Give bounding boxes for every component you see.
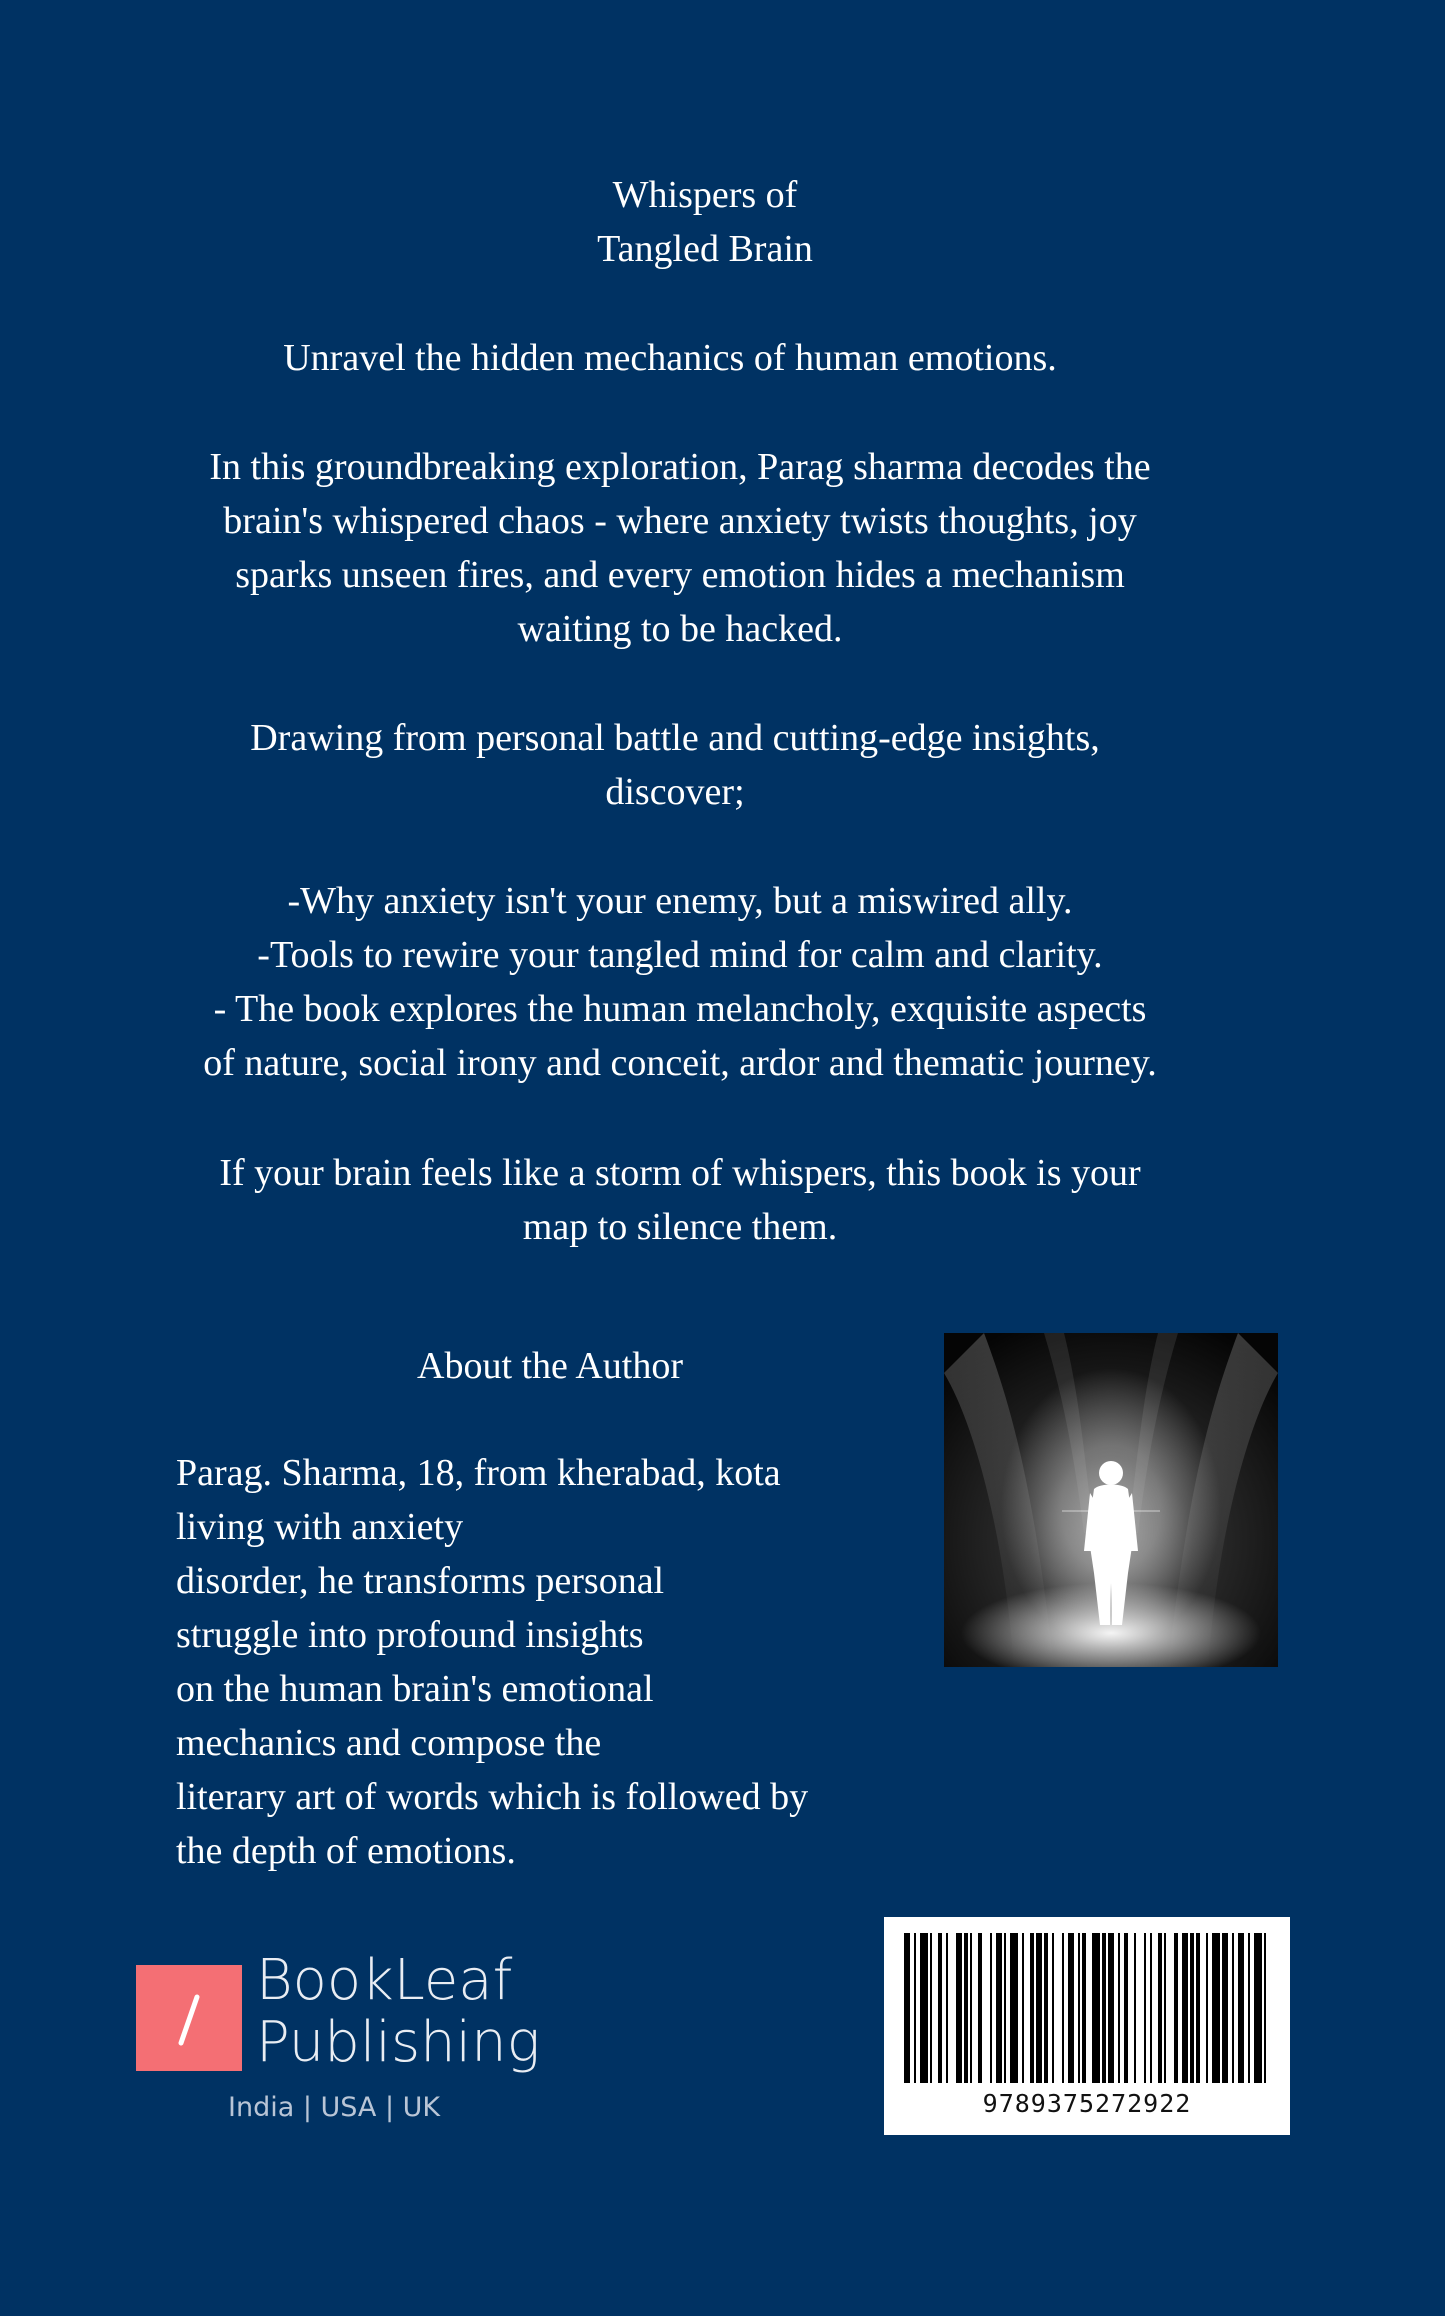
barcode-bar [1182,1933,1188,2083]
publisher-name-line: BookLeaf [256,1948,513,2013]
barcode-bar [1254,1933,1262,2083]
barcode-bar [1068,1933,1074,2083]
barcode-bar [914,1933,916,2083]
bullet-item: of nature, social irony and conceit, ardor and thematic journey. [203,1042,1157,1084]
barcode-bar [946,1933,948,2083]
about-author-heading: About the Author [417,1345,683,1387]
publisher-logo-mark [136,1965,242,2071]
publisher-name [256,1950,540,2074]
barcode-bar [1124,1933,1128,2083]
intro-paragraph [100,440,1260,656]
slash-icon [136,1965,242,2071]
barcode-bar [1102,1933,1106,2083]
text-line: mechanics and compose the [176,1722,602,1764]
barcode-bar [1010,1933,1018,2083]
barcode-bar [978,1933,982,2083]
barcode-bar [1078,1933,1080,2083]
text-line: living with anxiety [176,1506,464,1548]
barcode-bar [1022,1933,1024,2083]
text-line: discover; [605,771,745,813]
barcode-bar [1052,1933,1054,2083]
text-line: disorder, he transforms personal [176,1560,665,1602]
barcode-bar [1092,1933,1100,2083]
barcode-bar [1118,1933,1120,2083]
barcode-bar [956,1933,962,2083]
text-line: the depth of emotions. [176,1830,516,1872]
barcode-bar [1150,1933,1152,2083]
barcode-bar [1036,1933,1042,2083]
discover-paragraph [150,711,1200,819]
text-line: In this groundbreaking exploration, Parag sharma decodes the [209,446,1151,488]
barcode-bar [1174,1933,1178,2083]
barcode-bar [930,1933,932,2083]
about-author-text [176,1446,808,1878]
author-photo [944,1333,1278,1667]
barcode-bar [970,1933,972,2083]
barcode-bar [1004,1933,1006,2083]
barcode-bar [996,1933,1002,2083]
tagline: Unravel the hidden mechanics of human emotions. [283,337,1057,379]
text-line: struggle into profound insights [176,1614,644,1656]
publisher-name-line: Publishing [256,2010,541,2075]
bullet-list [100,874,1260,1090]
barcode-bar [1238,1933,1244,2083]
text-line: literary art of words which is followed by [176,1776,809,1818]
text-line: on the human brain's emotional [176,1668,654,1710]
barcode-bar [1232,1933,1234,2083]
barcode-bar [1082,1933,1086,2083]
barcode-bar [1164,1933,1166,2083]
text-line: brain's whispered chaos - where anxiety twists thoughts, joy [223,500,1137,542]
bullet-item: - The book explores the human melancholy, exquisite aspects [213,988,1147,1030]
barcode-bar [904,1933,910,2083]
barcode-bar [1134,1933,1136,2083]
barcode-bar [1190,1933,1194,2083]
closing-paragraph [100,1146,1260,1254]
barcode-bar [1196,1933,1200,2083]
barcode-bars [900,1933,1274,2083]
barcode-bar [1248,1933,1250,2083]
bullet-item: -Tools to rewire your tangled mind for calm and clarity. [257,934,1103,976]
title-line: Whispers of [612,174,798,216]
text-line: If your brain feels like a storm of whispers, this book is your [219,1152,1141,1194]
barcode-bar [990,1933,992,2083]
barcode-bar [1222,1933,1228,2083]
barcode-bar [1212,1933,1220,2083]
barcode-bar [1264,1933,1266,2083]
barcode-bar [920,1933,928,2083]
text-line: Drawing from personal battle and cutting-edge insights, [250,717,1100,759]
barcode-bar [1030,1933,1034,2083]
barcode-bar [1044,1933,1048,2083]
barcode-bar [1062,1933,1064,2083]
barcode-bar [1206,1933,1208,2083]
title-line: Tangled Brain [597,228,813,270]
barcode-bar [1144,1933,1146,2083]
book-title [520,168,890,276]
barcode-bar [1158,1933,1162,2083]
text-line: Parag. Sharma, 18, from kherabad, kota [176,1452,781,1494]
text-line: waiting to be hacked. [517,608,843,650]
barcode-bar [964,1933,968,2083]
text-line: map to silence them. [522,1206,838,1248]
bullet-item: -Why anxiety isn't your enemy, but a miswired ally. [287,880,1073,922]
barcode-bar [938,1933,942,2083]
text-line: sparks unseen fires, and every emotion hides a mechanism [235,554,1125,596]
barcode-bar [1108,1933,1114,2083]
isbn-number: 9789375272922 [982,2089,1192,2118]
isbn-barcode [884,1917,1290,2135]
glowing-figure-image [944,1333,1278,1667]
publisher-regions: India | USA | UK [228,2092,441,2123]
